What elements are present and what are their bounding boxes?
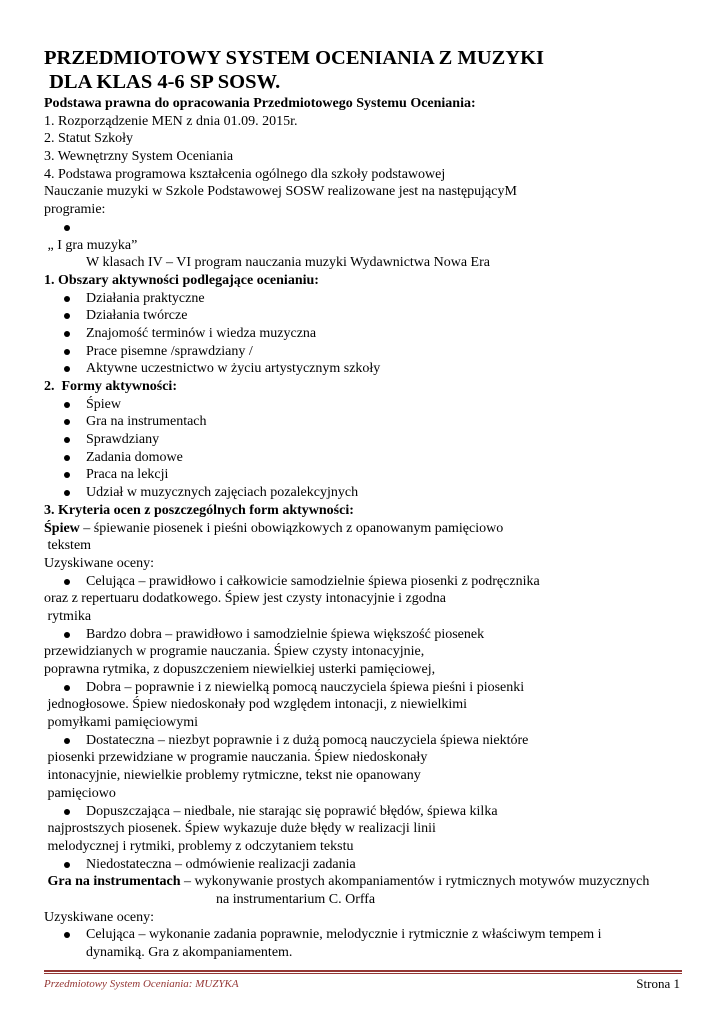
grade-item-cont: piosenki przewidziane w programie nauczania. Śpiew niedoskonały — [44, 750, 428, 766]
basis-item: 2. Statut Szkoły — [44, 131, 134, 147]
bullet-icon — [64, 490, 70, 496]
grade-item-cont: dynamiką. Gra z akompaniamentem. — [86, 945, 293, 960]
basis-item: 4. Podstawa programowa kształcenia ogólnego dla szkoły podstawowej — [44, 166, 446, 182]
spiew-criteria — [44, 520, 684, 538]
grade-item: Celująca – wykonanie zadania poprawnie, melodycznie i rytmicznie z właściwym tempem i — [44, 926, 684, 944]
grade-item: Dopuszczająca – niedbale, nie starając się poprawić błędów, śpiewa kilka — [44, 803, 684, 821]
bullet-icon — [64, 685, 70, 691]
bullet-icon — [64, 437, 70, 443]
bullet-icon — [64, 809, 70, 815]
bullet-icon — [64, 331, 70, 337]
gra-criteria — [44, 873, 684, 891]
bullet-icon — [64, 419, 70, 425]
bullet-icon — [64, 349, 70, 355]
footer-doc-title: Przedmiotowy System Oceniania: MUZYKA — [44, 978, 239, 990]
bullet-icon — [64, 402, 70, 408]
document-title-line-2: DLA KLAS 4-6 SP SOSW. — [44, 71, 281, 93]
grade-item-cont: oraz z repertuaru dodatkowego. Śpiew jest czysty intonacyjnie i zgodna — [44, 591, 446, 607]
section-2-heading: 2. Formy aktywności: — [44, 379, 177, 394]
bullet-icon — [64, 579, 70, 585]
grade-item-cont: najprostszych piosenek. Śpiew wykazuje duże błędy w realizacji linii — [44, 821, 436, 837]
spiew-desc-cont: tekstem — [44, 538, 92, 554]
list-item: Aktywne uczestnictwo w życiu artystycznym szkoły — [44, 360, 684, 378]
program-bullet-text: W klasach IV – VI program nauczania muzyki Wydawnictwa Nowa Era — [86, 255, 490, 271]
list-item: Sprawdziany — [44, 431, 684, 449]
section-1-heading: 1. Obszary aktywności podlegające ocenianiu: — [44, 272, 319, 288]
list-item: Zadania domowe — [44, 449, 684, 467]
spiew-desc: – śpiewanie piosenek i pieśni obowiązkowych z opanowanym pamięciowo — [79, 520, 504, 536]
bullet-icon — [64, 738, 70, 744]
bullet-icon — [64, 313, 70, 319]
basis-item: 3. Wewnętrzny System Oceniania — [44, 149, 234, 165]
list-item: Prace pisemne /sprawdziany / — [44, 343, 684, 361]
grade-item-cont: poprawna rytmika, z dopuszczeniem niewielkiej usterki pamięciowej, — [44, 662, 436, 677]
grade-item-cont: pomyłkami pamięciowymi — [44, 715, 198, 731]
list-item: Praca na lekcji — [44, 466, 684, 484]
bullet-icon — [64, 862, 70, 868]
program-intro-cont: programie: — [44, 202, 106, 218]
bullet-icon — [64, 296, 70, 302]
bullet-icon — [64, 932, 70, 938]
footer-divider — [44, 970, 682, 972]
grade-item-cont: intonacyjnie, niewielkie problemy rytmiczne, tekst nie opanowany — [44, 768, 421, 784]
bullet-icon — [64, 366, 70, 372]
grade-item-cont: jednogłosowe. Śpiew niedoskonały pod względem intonacji, z niewielkimi — [44, 697, 468, 713]
gra-desc: – wykonywanie prostych akompaniamentów i rytmicznych motywów muzycznych — [180, 874, 650, 890]
footer-divider-thin — [44, 973, 682, 974]
bullet-icon — [64, 225, 70, 231]
grade-item-cont: przewidzianych w programie nauczania. Śpiew czysty intonacyjnie, — [44, 644, 425, 660]
grade-item-cont: melodycznej i rytmiki, problemy z odczytaniem tekstu — [44, 838, 354, 854]
bullet-icon — [64, 472, 70, 478]
program-intro: Nauczanie muzyki w Szkole Podstawowej SOSW realizowane jest na następującyM — [44, 184, 517, 200]
program-name: „ I gra muzyka” — [44, 237, 138, 253]
grades-label: Uzyskiwane oceny: — [44, 555, 155, 571]
grade-item-cont: pamięciowo — [44, 785, 116, 801]
list-item: Działania praktyczne — [44, 290, 684, 308]
section-3-heading: 3. Kryteria ocen z poszczególnych form aktywności: — [44, 502, 354, 518]
basis-item: 1. Rozporządzenie MEN z dnia 01.09. 2015r. — [44, 113, 298, 129]
document-title-line-1: PRZEDMIOTOWY SYSTEM OCENIANIA Z MUZYKI — [44, 47, 545, 69]
grade-item: Bardzo dobra – prawidłowo i samodzielnie śpiewa większość piosenek — [44, 626, 684, 644]
list-item: Śpiew — [44, 396, 684, 414]
grade-item: Dostateczna – niezbyt poprawnie i z dużą pomocą nauczyciela śpiewa niektóre — [44, 732, 684, 750]
bullet-icon — [64, 632, 70, 638]
list-item: Udział w muzycznych zajęciach pozalekcyjnych — [44, 484, 684, 502]
bullet-icon — [64, 455, 70, 461]
page-number: Strona 1 — [636, 976, 680, 991]
basis-heading: Podstawa prawna do opracowania Przedmiotowego Systemu Oceniania: — [44, 96, 476, 111]
gra-label: Gra na instrumentach — [44, 874, 181, 890]
grades-label: Uzyskiwane oceny: — [44, 909, 155, 925]
list-item: Gra na instrumentach — [44, 413, 684, 431]
grade-item: Celująca – prawidłowo i całkowicie samodzielnie śpiewa piosenki z podręcznika — [44, 573, 684, 591]
spiew-label: Śpiew — [44, 520, 80, 536]
grade-item-cont: rytmika — [44, 608, 92, 624]
grade-item: Niedostateczna – odmówienie realizacji zadania — [44, 856, 684, 874]
gra-desc-cont: na instrumentarium C. Orffa — [216, 891, 376, 907]
list-item: Działania twórcze — [44, 307, 684, 325]
list-item: Znajomość terminów i wiedza muzyczna — [44, 325, 684, 343]
document-body — [44, 95, 684, 962]
grade-item: Dobra – poprawnie i z niewielką pomocą nauczyciela śpiewa pieśni i piosenki — [44, 679, 684, 697]
